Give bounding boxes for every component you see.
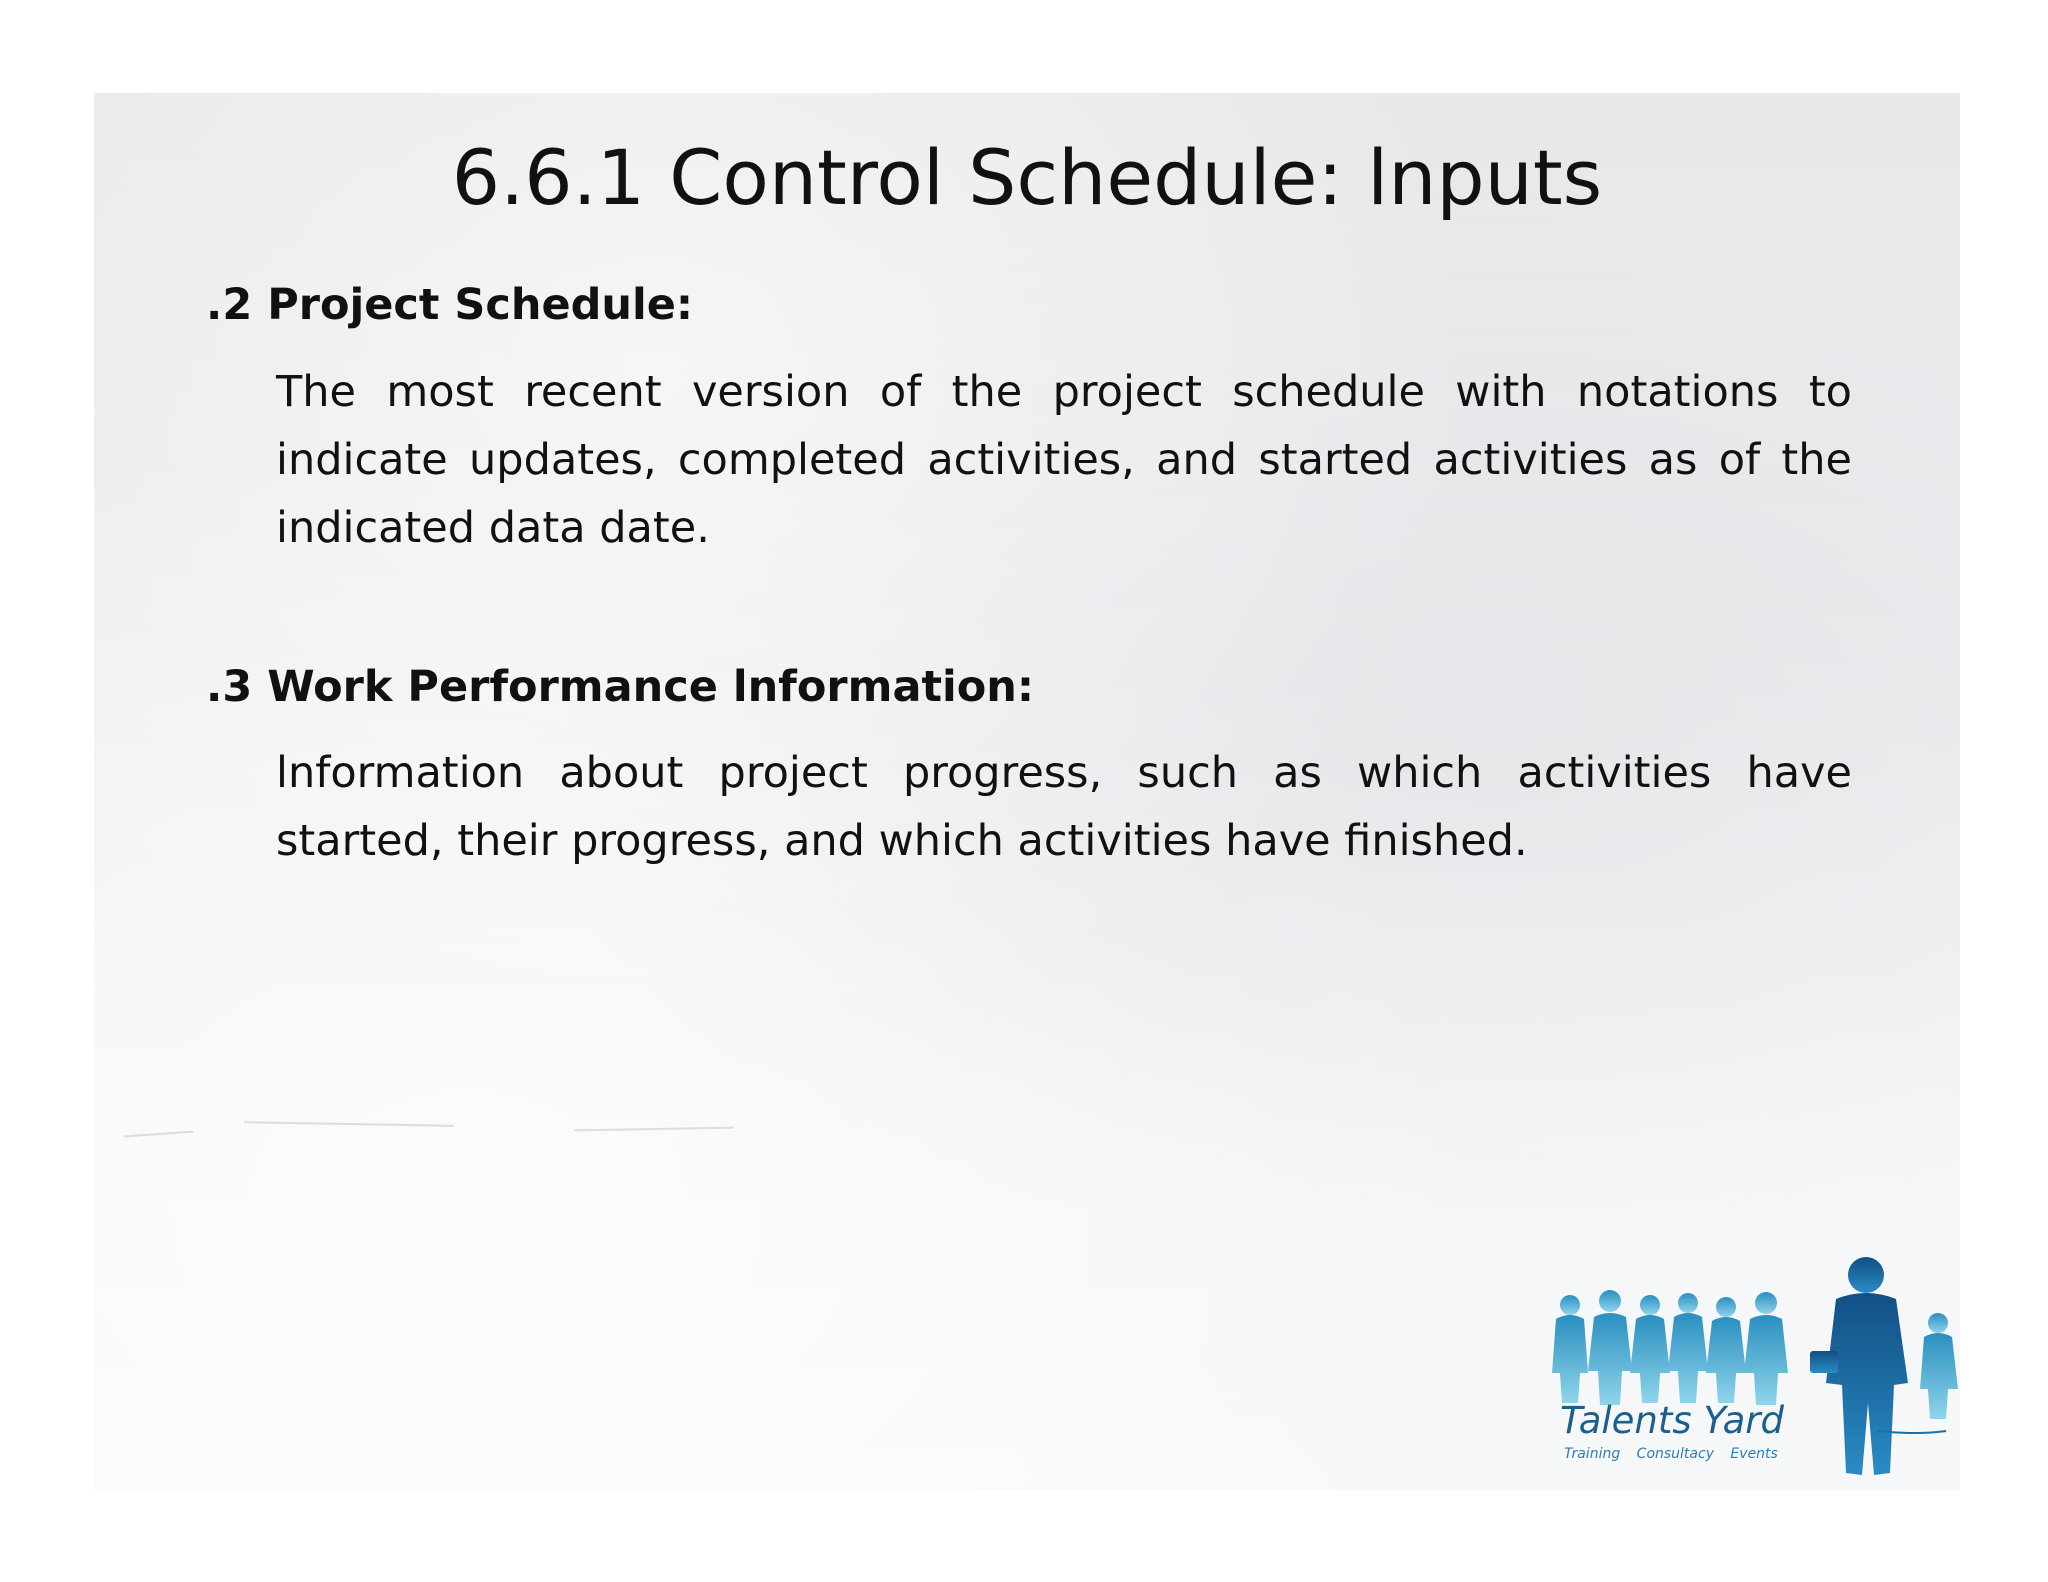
logo-name: Talents Yard <box>1560 1399 1785 1442</box>
talents-yard-logo <box>1548 1253 1960 1490</box>
texture-mark <box>244 1121 454 1127</box>
logo-tagline: Training Consultacy Events <box>1564 1446 1778 1462</box>
texture-mark <box>124 1131 194 1138</box>
slide <box>94 93 1960 1490</box>
slide-title: 6.6.1 Control Schedule: lnputs <box>451 133 1603 222</box>
texture-mark <box>574 1127 734 1132</box>
section-body-project-schedule: The most recent version of the project schedule with notations to indicate updates, completed activities, and started activities as of the indicated data date. <box>276 367 1852 553</box>
section-body-work-performance: lnformation about project progress, such as which activities have started, their progress, and which activities have finished. <box>276 748 1852 866</box>
section-heading-project-schedule: .2 Project Schedule: <box>206 280 694 330</box>
section-heading-work-performance: .3 Work Performance lnformation: <box>206 662 1035 712</box>
